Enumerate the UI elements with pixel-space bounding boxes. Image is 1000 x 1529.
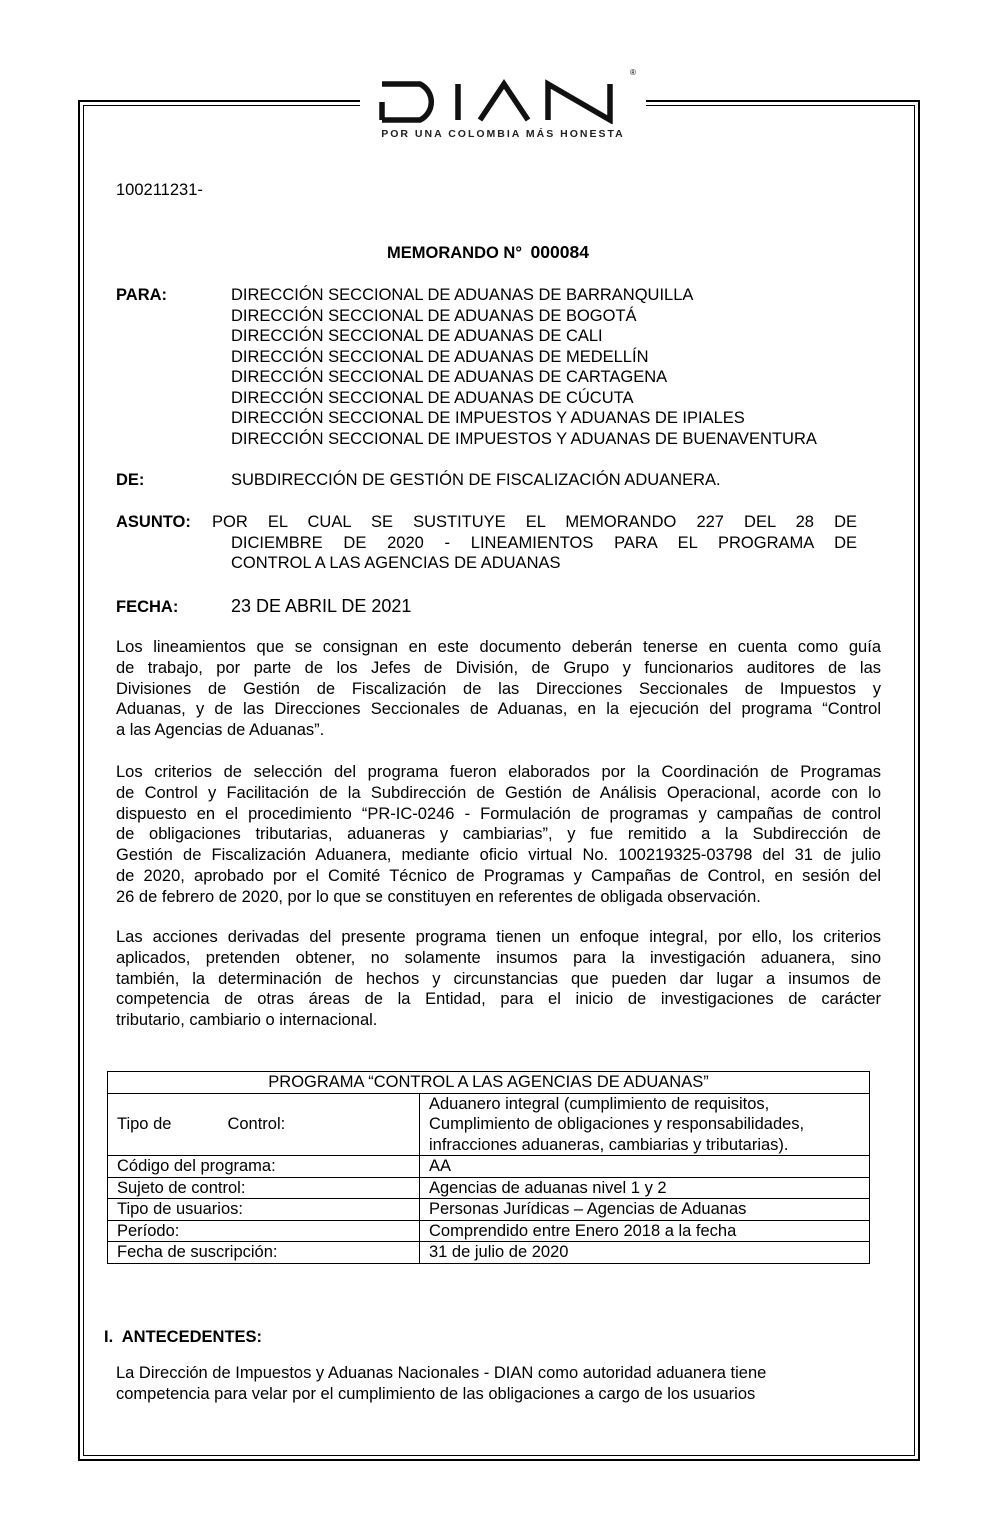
table-cell-label [108, 1093, 420, 1156]
asunto-value [212, 512, 857, 574]
table-row [108, 1199, 870, 1221]
paragraph-line: de Control y Facilitación de la Subdirección de Gestión de Análisis Operacional, acorde con lo [116, 783, 881, 802]
program-table [107, 1071, 870, 1264]
table-cell-value: Personas Jurídicas – Agencias de Aduanas [420, 1199, 870, 1221]
fecha-value: 23 DE ABRIL DE 2021 [231, 596, 412, 616]
recipient: DIRECCIÓN SECCIONAL DE IMPUESTOS Y ADUANAS DE BUENAVENTURA [231, 429, 817, 448]
recipient: DIRECCIÓN SECCIONAL DE ADUANAS DE MEDELLÍN [231, 347, 649, 366]
recipient: DIRECCIÓN SECCIONAL DE ADUANAS DE CALI [231, 327, 603, 345]
asunto-label: ASUNTO: [116, 513, 191, 531]
paragraph-line: Divisiones de Gestión de Fiscalización de las Direcciones Seccionales de Impuestos y [116, 679, 881, 698]
table-row [108, 1156, 870, 1178]
paragraph-line: Aduanas, y de las Direcciones Seccionales de Aduanas, en la ejecución del programa “Control [116, 700, 881, 719]
de-value: SUBDIRECCIÓN DE GESTIÓN DE FISCALIZACIÓN ADUANERA. [231, 471, 721, 489]
table-cell-value: Comprendido entre Enero 2018 a la fecha [420, 1220, 870, 1242]
body-paragraph [116, 762, 881, 908]
asunto-line: CONTROL A LAS AGENCIAS DE ADUANAS [231, 554, 561, 572]
table-row [108, 1093, 870, 1156]
table-row [108, 1242, 870, 1264]
table-header-row [108, 1072, 870, 1094]
memo-title-prefix: MEMORANDO N° [387, 244, 522, 262]
control-label-a: Tipo de [117, 1115, 172, 1133]
section-number: I. [104, 1328, 114, 1346]
control-value-line: infracciones aduaneras, cambiarias y tributarias). [429, 1135, 789, 1154]
paragraph-line: de trabajo, por parte de los Jefes de División, de Grupo y funcionarios auditores de las [116, 658, 881, 677]
de-label: DE: [116, 471, 145, 489]
section-title: ANTECEDENTES: [121, 1328, 263, 1346]
paragraph-line: también, la determinación de hechos y circunstancias que pueden dar lugar a insumos de [116, 969, 881, 988]
control-label-b: Control: [227, 1115, 286, 1133]
recipient: DIRECCIÓN SECCIONAL DE ADUANAS DE CARTAGENA [231, 368, 668, 386]
paragraph-line: de 2020, aprobado por el Comité Técnico de Programas y Campañas de Control, en sesión del [116, 866, 881, 885]
asunto-line: DICIEMBRE DE 2020 - LINEAMIENTOS PARA EL PROGRAMA DE [231, 533, 857, 552]
table-row [108, 1220, 870, 1242]
recipient: DIRECCIÓN SECCIONAL DE ADUANAS DE BOGOTÁ [231, 306, 637, 325]
paragraph-line: Las acciones derivadas del presente programa tienen un enfoque integral, por ello, los criterios [116, 928, 881, 946]
table-cell-value: AA [420, 1156, 870, 1178]
table-cell-label: Sujeto de control: [108, 1177, 420, 1199]
control-value-line: Aduanero integral (cumplimiento de requisitos, [429, 1094, 770, 1113]
table-cell-label: Período: [108, 1220, 420, 1242]
para-label: PARA: [116, 286, 168, 304]
table-cell-value: 31 de julio de 2020 [420, 1242, 870, 1264]
recipient: DIRECCIÓN SECCIONAL DE ADUANAS DE BARRANQUILLA [231, 286, 694, 304]
asunto-line: POR EL CUAL SE SUSTITUYE EL MEMORANDO 227 DEL 28 DE [212, 513, 857, 531]
dian-logo-mark [378, 70, 630, 124]
logo-tagline: POR UNA COLOMBIA MÁS HONESTA [381, 128, 625, 140]
table-cell-value [420, 1093, 870, 1156]
paragraph-line: aplicados, pretenden obtener, no solamente insumos para la investigación aduanera, sino [116, 948, 881, 967]
memo-title [387, 242, 589, 264]
paragraph-line: Gestión de Fiscalización Aduanera, mediante oficio virtual No. 100219325-03798 del 31 de julio [116, 846, 881, 865]
fecha-label: FECHA: [116, 598, 179, 616]
recipient: DIRECCIÓN SECCIONAL DE IMPUESTOS Y ADUANAS DE IPIALES [231, 409, 745, 427]
paragraph-line: competencia de otras áreas de la Entidad, para el inicio de investigaciones de carácter [116, 990, 881, 1009]
table-row [108, 1177, 870, 1199]
paragraph-line: Los lineamientos que se consignan en este documento deberán tenerse en cuenta como guía [116, 638, 881, 656]
paragraph-line: 26 de febrero de 2020, por lo que se constituyen en referentes de obligada observación. [116, 887, 761, 906]
control-value-line: Cumplimiento de obligaciones y responsabilidades, [429, 1115, 805, 1133]
registered-mark: ® [630, 68, 636, 77]
paragraph-line: dispuesto en el procedimiento “PR-IC-0246 - Formulación de programas y campañas de control [116, 804, 881, 823]
section-heading [104, 1327, 262, 1348]
table-title: PROGRAMA “CONTROL A LAS AGENCIAS DE ADUANAS” [108, 1072, 870, 1094]
memo-number: 000084 [530, 242, 589, 262]
table-cell-label: Código del programa: [108, 1156, 420, 1178]
document-number: 100211231- [116, 181, 203, 199]
recipient: DIRECCIÓN SECCIONAL DE ADUANAS DE CÚCUTA [231, 388, 634, 407]
dian-logo [360, 66, 646, 146]
table-cell-value: Agencias de aduanas nivel 1 y 2 [420, 1177, 870, 1199]
body-paragraph [116, 927, 881, 1031]
table-cell-label: Tipo de usuarios: [108, 1199, 420, 1221]
paragraph-line: a las Agencias de Aduanas”. [116, 721, 325, 740]
paragraph-line: tributario, cambiario o internacional. [116, 1011, 378, 1030]
recipients-list [231, 285, 817, 449]
table-cell-label: Fecha de suscripción: [108, 1242, 420, 1264]
section-line: competencia para velar por el cumplimiento de las obligaciones a cargo de los usuarios [116, 1384, 756, 1403]
paragraph-line: de obligaciones tributarias, aduaneras y cambiarias”, y fue remitido a la Subdirección de [116, 825, 881, 844]
paragraph-line: Los criterios de selección del programa fueron elaborados por la Coordinación de Programas [116, 763, 881, 781]
section-line: La Dirección de Impuestos y Aduanas Nacionales - DIAN como autoridad aduanera tiene [116, 1364, 767, 1382]
section-body [116, 1363, 766, 1404]
body-paragraph [116, 637, 881, 741]
